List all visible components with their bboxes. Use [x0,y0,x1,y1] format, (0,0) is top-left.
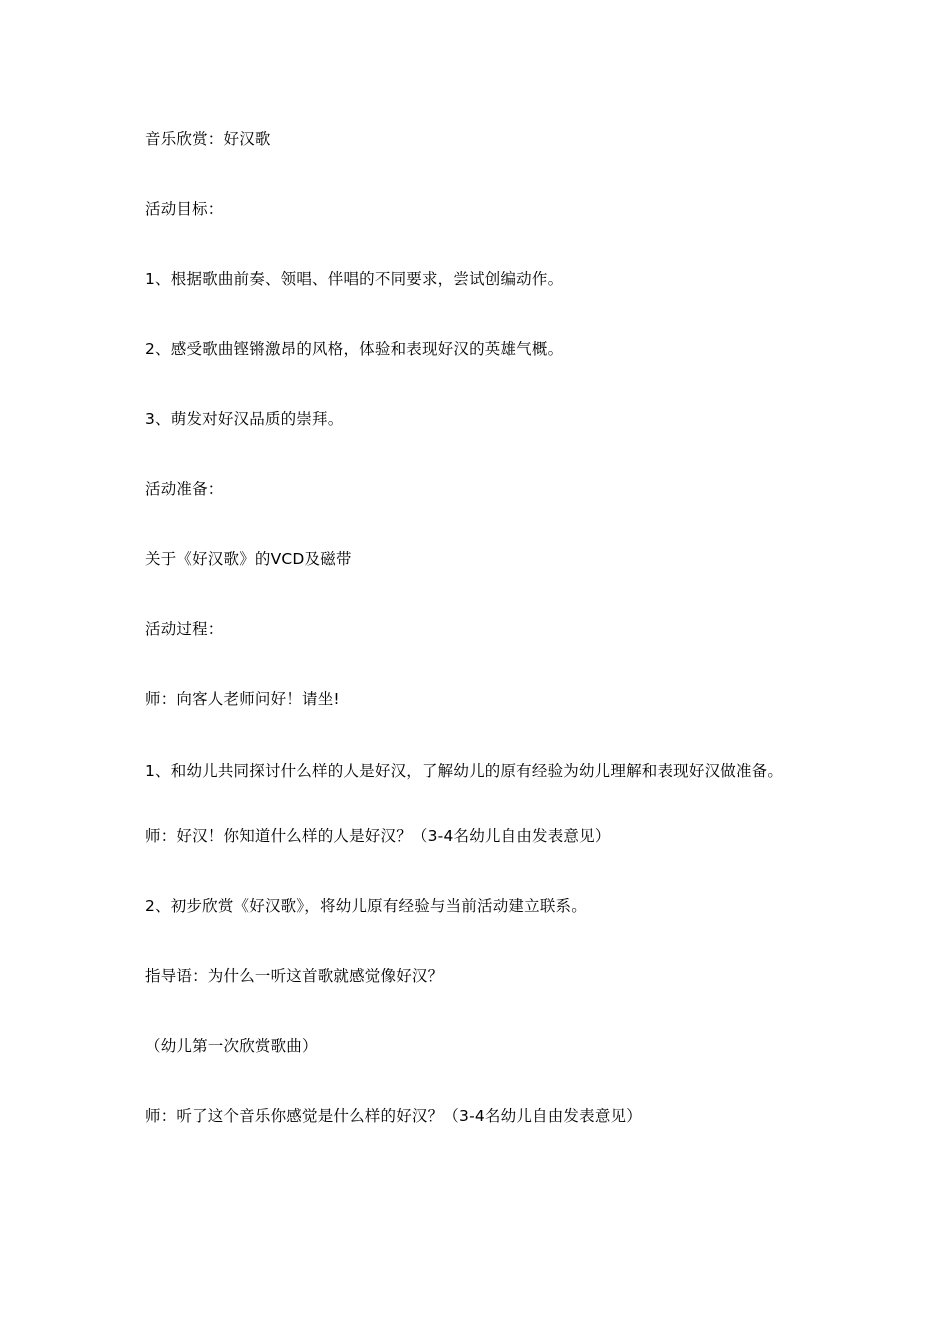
goal-item-2: 2、感受歌曲铿锵激昂的风格，体验和表现好汉的英雄气概。 [145,340,564,358]
section-heading-process: 活动过程： [145,620,224,638]
section-heading-preparation: 活动准备： [145,480,224,498]
goal-item-1: 1、根据歌曲前奏、领唱、伴唱的不同要求，尝试创编动作。 [145,270,564,288]
process-teacher-question-2: 师：听了这个音乐你感觉是什么样的好汉？（3-4名幼儿自由发表意见） [145,1107,642,1125]
process-note: （幼儿第一次欣赏歌曲） [145,1037,318,1055]
process-step-2: 2、初步欣赏《好汉歌》，将幼儿原有经验与当前活动建立联系。 [145,897,587,915]
process-step-1: 1、和幼儿共同探讨什么样的人是好汉，了解幼儿的原有经验为幼儿理解和表现好汉做准备。 [145,762,784,780]
document-title: 音乐欣赏：好汉歌 [145,130,271,148]
goal-item-3: 3、萌发对好汉品质的崇拜。 [145,410,344,428]
process-greeting: 师：向客人老师问好！请坐! [145,690,340,708]
document-body [145,124,805,1171]
preparation-text: 关于《好汉歌》的VCD及磁带 [145,550,352,568]
section-heading-goals: 活动目标： [145,200,224,218]
process-teacher-question-1: 师：好汉！你知道什么样的人是好汉？（3-4名幼儿自由发表意见） [145,827,611,845]
process-guidance: 指导语：为什么一听这首歌就感觉像好汉？ [145,967,444,985]
